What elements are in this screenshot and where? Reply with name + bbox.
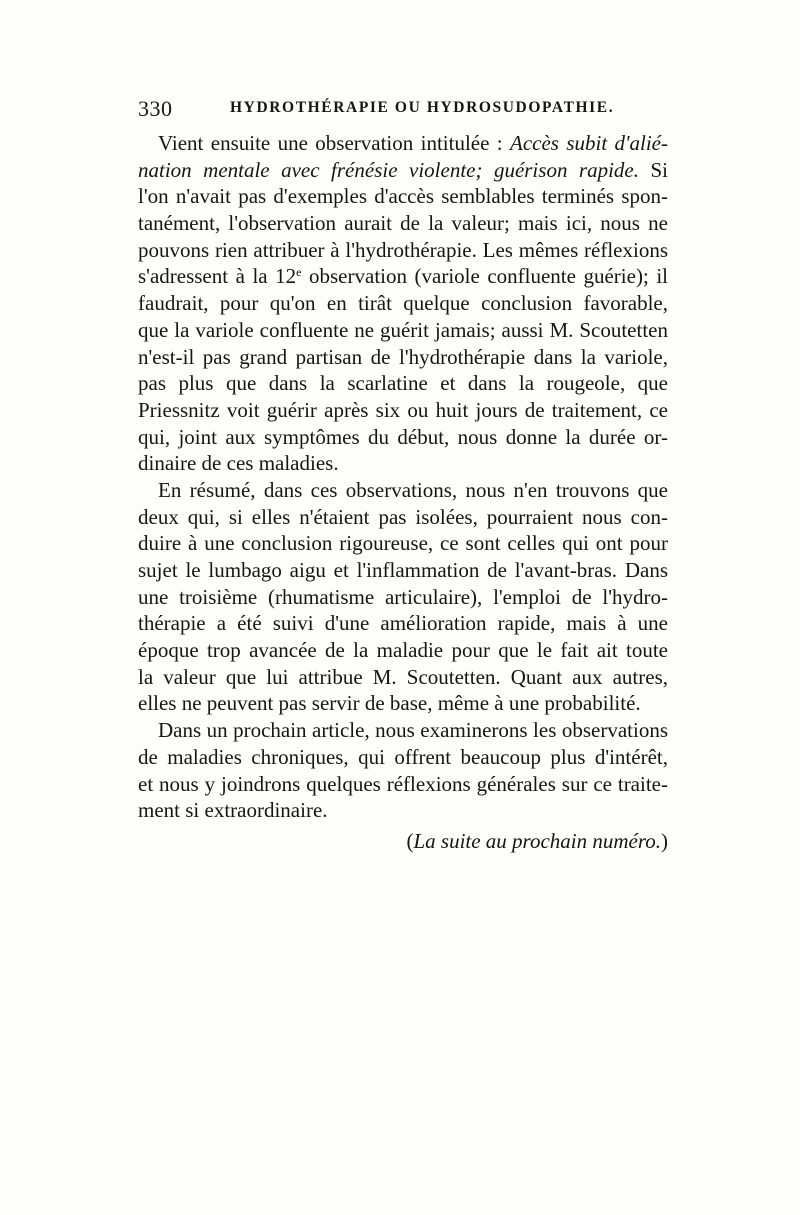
text-segment: (: [406, 828, 414, 853]
text-segment: l'on n'avait pas d'exemples d'accès semblables terminés spon-: [138, 184, 668, 209]
text-segment: deux qui, si elles n'étaient pas isolées, pourraient nous con-: [138, 504, 668, 529]
italic-text: La suite au prochain numéro.: [413, 828, 661, 853]
text-line: [138, 397, 668, 424]
text-line: [138, 828, 668, 855]
text-segment: ): [661, 828, 668, 853]
text-segment: pas plus que dans la scarlatine et dans la rougeole, que: [138, 371, 668, 396]
text-segment: Priessnitz voit guérir après six ou huit jours de traitement, ce: [138, 397, 668, 422]
text-line: [138, 530, 668, 557]
running-head: [138, 96, 668, 126]
text-segment: et nous y joindrons quelques réflexions générales sur ce traite-: [138, 771, 668, 796]
text-line: [138, 504, 668, 531]
italic-text: nation mentale avec frénésie violente; guérison rapide.: [138, 157, 639, 182]
text-line: [138, 477, 668, 504]
italic-text: Accès subit d'alié-: [510, 131, 669, 155]
text-segment: de maladies chroniques, qui offrent beaucoup plus d'intérêt,: [138, 744, 668, 769]
text-segment: Vient ensuite une observation intitulée :: [158, 131, 510, 155]
page-number: 330: [138, 96, 173, 121]
text-segment: la valeur que lui attribue M. Scoutetten. Quant aux autres,: [138, 664, 668, 689]
text-segment: Si: [639, 157, 668, 182]
text-segment: elles ne peuvent pas servir de base, même à une probabilité.: [138, 691, 641, 716]
text-line: [138, 130, 668, 157]
text-segment: duire à une conclusion rigoureuse, ce sont celles qui ont pour: [138, 531, 668, 556]
text-line: [138, 557, 668, 584]
text-line: [138, 370, 668, 397]
text-line: [138, 210, 668, 237]
text-segment: En résumé, dans ces observations, nous n'en trouvons que: [158, 477, 668, 502]
text-line: [138, 744, 668, 771]
text-line: [138, 344, 668, 371]
superscript: e: [296, 265, 302, 280]
text-line: [138, 290, 668, 317]
text-line: [138, 157, 668, 184]
text-segment: faudrait, pour qu'on en tirât quelque conclusion favorable,: [138, 291, 668, 316]
text-line: [138, 237, 668, 264]
text-line: [138, 717, 668, 744]
text-segment: thérapie a été suivi d'une amélioration rapide, mais à une: [138, 611, 668, 636]
text-segment: ment si extraordinaire.: [138, 798, 328, 823]
text-line: [138, 771, 668, 798]
text-line: [138, 690, 668, 717]
text-segment: pouvons rien attribuer à l'hydrothérapie. Les mêmes réflexions: [138, 237, 668, 262]
text-line: [138, 317, 668, 344]
text-line: [138, 797, 668, 824]
text-segment: Dans un prochain article, nous examinerons les observations: [158, 718, 668, 743]
text-line: [138, 450, 668, 477]
body-text: [138, 130, 668, 855]
text-segment: sujet le lumbago aigu et l'inflammation de l'avant-bras. Dans: [138, 558, 668, 582]
text-segment: s'adressent à la 12: [138, 264, 297, 289]
text-segment: dinaire de ces maladies.: [138, 451, 339, 476]
text-segment: n'est-il pas grand partisan de l'hydrothérapie dans la variole,: [138, 344, 668, 369]
text-segment: qui, joint aux symptômes du début, nous donne la durée or-: [138, 424, 668, 449]
text-segment: tanément, l'observation aurait de la valeur; mais ici, nous ne: [138, 211, 668, 236]
text-line: [138, 424, 668, 451]
text-line: [138, 584, 668, 611]
text-segment: une troisième (rhumatisme articulaire), l'emploi de l'hydro-: [138, 584, 668, 609]
text-line: [138, 263, 668, 290]
text-segment: que la variole confluente ne guérit jamais; aussi M. Scoutetten: [138, 317, 668, 342]
running-title: HYDROTHÉRAPIE OU HYDROSUDOPATHIE.: [230, 99, 615, 116]
text-line: [138, 637, 668, 664]
text-line: [138, 183, 668, 210]
text-segment: observation (variole confluente guérie); il: [301, 264, 668, 289]
text-segment: époque trop avancée de la maladie pour que le fait ait toute: [138, 638, 668, 663]
text-line: [138, 664, 668, 691]
text-line: [138, 610, 668, 637]
